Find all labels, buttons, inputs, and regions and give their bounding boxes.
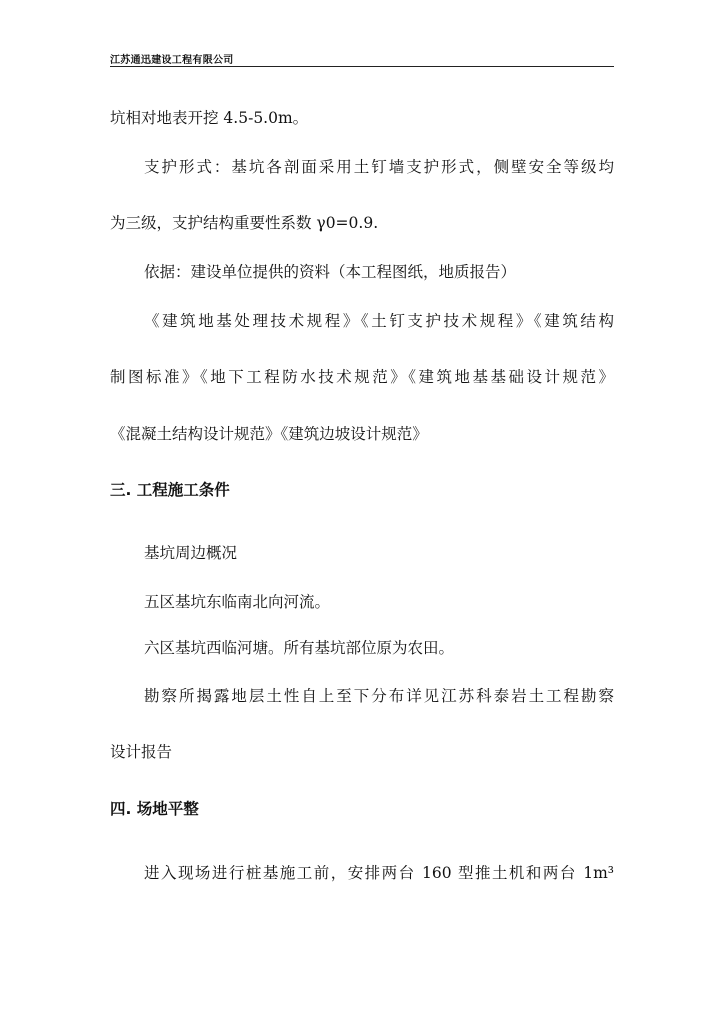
paragraph-line: 六区基坑西临河塘。所有基坑部位原为农田。 xyxy=(144,639,455,657)
paragraph-line: 制图标准》《地下工程防水技术规范》《建筑地基基础设计规范》 xyxy=(110,368,614,386)
paragraph-line: 基坑周边概况 xyxy=(144,544,238,562)
paragraph-line: 《混凝土结构设计规范》《建筑边坡设计规范》 xyxy=(110,425,428,443)
page-header xyxy=(110,50,614,67)
paragraph-line: 支护形式：基坑各剖面采用土钉墙支护形式，侧壁安全等级均 xyxy=(144,158,614,176)
paragraph-line: 为三级，支护结构重要性系数 γ0=0.9. xyxy=(110,214,379,232)
section-heading-4: 四. 场地平整 xyxy=(110,800,199,818)
paragraph-line: 坑相对地表开挖 4.5-5.0m。 xyxy=(110,109,309,127)
paragraph-line: 进入现场进行桩基施工前，安排两台 160 型推土机和两台 1m³ xyxy=(144,864,614,882)
paragraph-line: 五区基坑东临南北向河流。 xyxy=(144,593,331,611)
paragraph-line: 《建筑地基处理技术规程》《土钉支护技术规程》《建筑结构 xyxy=(144,312,614,330)
section-heading-3: 三. 工程施工条件 xyxy=(110,481,230,499)
paragraph-line: 设计报告 xyxy=(110,743,173,761)
paragraph-line: 勘察所揭露地层土性自上至下分布详见江苏科泰岩土工程勘察 xyxy=(144,687,614,705)
company-name: 江苏通迅建设工程有限公司 xyxy=(110,55,234,66)
paragraph-line: 依据：建设单位提供的资料（本工程图纸，地质报告） xyxy=(144,263,517,281)
